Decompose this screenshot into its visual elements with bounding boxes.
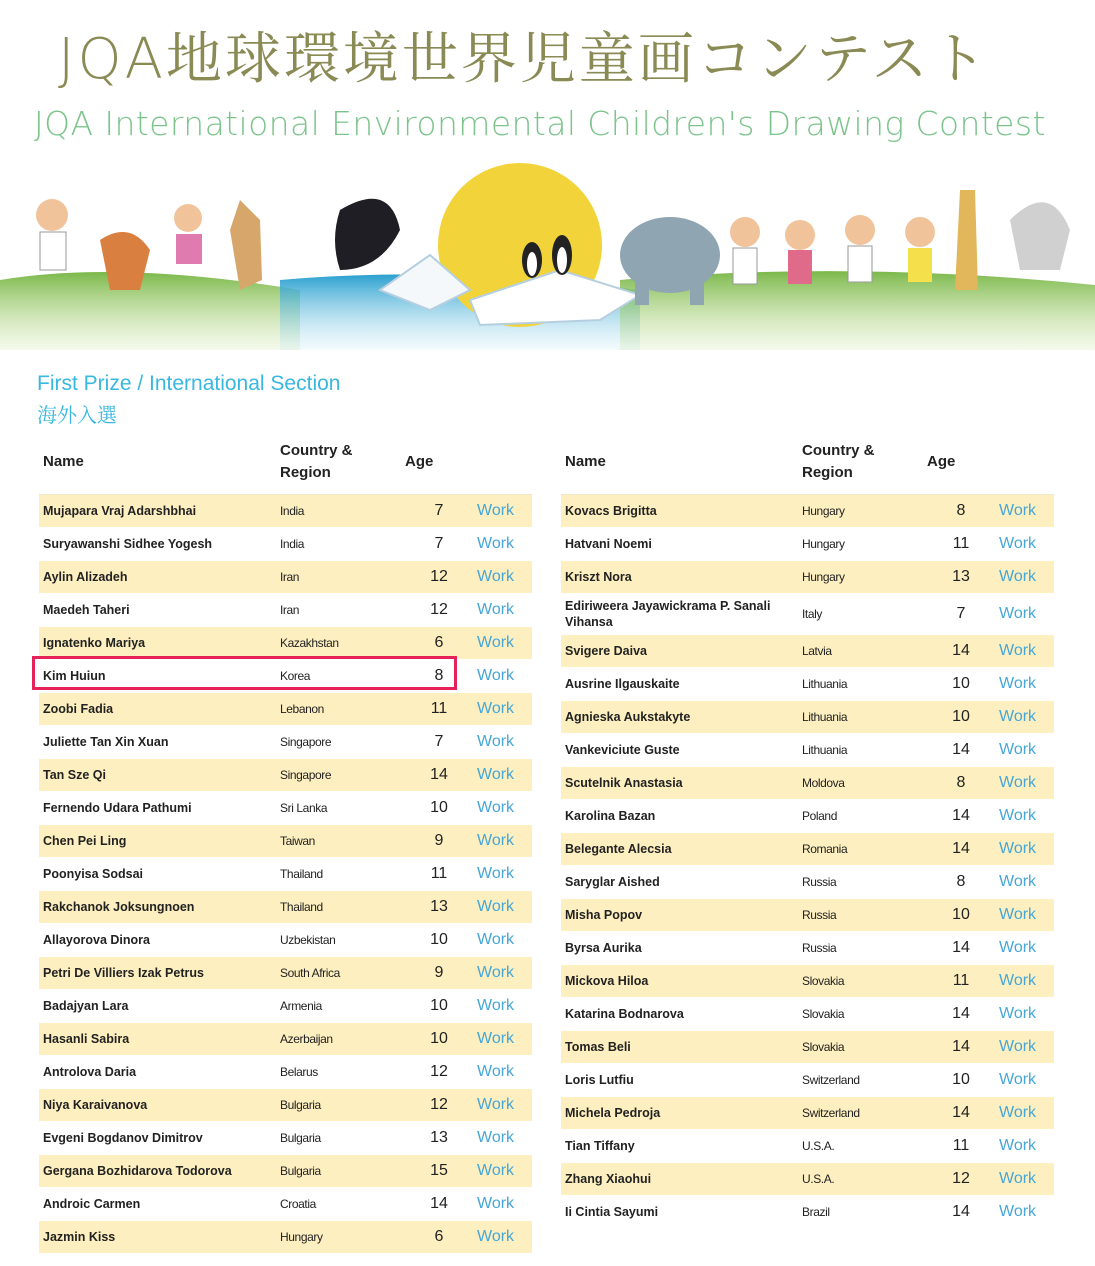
work-link[interactable]: Work (999, 642, 1037, 659)
table-row (561, 1031, 1054, 1064)
entry-name: Aylin Alizadeh (39, 561, 276, 594)
entry-country: Bulgaria (276, 1155, 401, 1188)
entry-country: Azerbaijan (276, 1023, 401, 1056)
entry-work-cell (473, 1056, 532, 1089)
work-link[interactable]: Work (999, 1038, 1037, 1055)
banner-illustration (0, 160, 1095, 350)
entry-age: 12 (923, 1163, 995, 1196)
entry-country: Iran (276, 594, 401, 627)
entry-work-cell (995, 833, 1054, 866)
work-link[interactable]: Work (999, 535, 1037, 552)
entry-country: Russia (798, 866, 923, 899)
entry-age: 12 (401, 1089, 473, 1122)
entry-country: U.S.A. (798, 1163, 923, 1196)
entry-name: Androic Carmen (39, 1188, 276, 1221)
entry-name: Katarina Bodnarova (561, 998, 798, 1031)
column-header-name: Name (39, 430, 276, 495)
entry-country: Croatia (276, 1188, 401, 1221)
entry-work-cell (995, 1196, 1054, 1229)
entry-name: Poonyisa Sodsai (39, 858, 276, 891)
entry-age: 14 (923, 1097, 995, 1130)
entry-name: Chen Pei Ling (39, 825, 276, 858)
work-link[interactable]: Work (477, 832, 515, 849)
entry-work-cell (995, 767, 1054, 800)
table-row (39, 792, 532, 825)
entry-age: 7 (923, 594, 995, 635)
work-link[interactable]: Work (477, 535, 515, 552)
table-row (39, 990, 532, 1023)
table-row (39, 528, 532, 561)
entry-age: 10 (401, 924, 473, 957)
entry-age: 13 (401, 1122, 473, 1155)
entry-country: Hungary (798, 495, 923, 528)
entry-age: 7 (401, 495, 473, 528)
column-header-age: Age (401, 430, 473, 495)
entry-work-cell (995, 1031, 1054, 1064)
table-row (39, 495, 532, 528)
table-row (39, 1122, 532, 1155)
entry-work-cell (473, 825, 532, 858)
entry-work-cell (473, 594, 532, 627)
entry-country: Russia (798, 932, 923, 965)
entry-name: Zoobi Fadia (39, 693, 276, 726)
entry-country: Italy (798, 594, 923, 635)
work-link[interactable]: Work (477, 601, 515, 618)
work-link[interactable]: Work (477, 700, 515, 717)
entry-country: Lebanon (276, 693, 401, 726)
entry-age: 7 (401, 528, 473, 561)
column-header-country: Country & Region (798, 430, 923, 495)
work-link[interactable]: Work (477, 568, 515, 585)
entry-work-cell (995, 800, 1054, 833)
work-link[interactable]: Work (477, 799, 515, 816)
table-row (561, 528, 1054, 561)
entry-country: Brazil (798, 1196, 923, 1229)
entry-name: Tomas Beli (561, 1031, 798, 1064)
entry-age: 14 (923, 800, 995, 833)
entry-name: Kovacs Brigitta (561, 495, 798, 528)
entry-work-cell (995, 1064, 1054, 1097)
entry-name: Zhang Xiaohui (561, 1163, 798, 1196)
entry-age: 14 (401, 1188, 473, 1221)
entry-work-cell (995, 998, 1054, 1031)
entry-country: Singapore (276, 759, 401, 792)
entry-country: Kazakhstan (276, 627, 401, 660)
entry-work-cell (473, 726, 532, 759)
table-row (39, 660, 532, 693)
work-link[interactable]: Work (999, 708, 1037, 725)
entry-work-cell (473, 858, 532, 891)
results-table-left-body (39, 495, 532, 1254)
work-link[interactable]: Work (477, 1096, 515, 1113)
table-row (39, 1221, 532, 1254)
entry-country: South Africa (276, 957, 401, 990)
work-link[interactable]: Work (999, 568, 1037, 585)
entry-work-cell (995, 932, 1054, 965)
work-link[interactable]: Work (999, 873, 1037, 890)
entry-country: Lithuania (798, 668, 923, 701)
entry-age: 11 (923, 528, 995, 561)
entry-country: Hungary (276, 1221, 401, 1254)
entry-work-cell (995, 899, 1054, 932)
entry-name: Jazmin Kiss (39, 1221, 276, 1254)
entry-work-cell (473, 1155, 532, 1188)
entry-country: Hungary (798, 561, 923, 594)
entry-work-cell (995, 528, 1054, 561)
entry-work-cell (473, 792, 532, 825)
entry-country: Lithuania (798, 734, 923, 767)
work-link[interactable]: Work (477, 766, 515, 783)
table-row (39, 825, 532, 858)
section-title-english: First Prize / International Section (37, 372, 341, 395)
entry-work-cell (473, 891, 532, 924)
table-row (39, 891, 532, 924)
work-link[interactable]: Work (477, 1129, 515, 1146)
entry-name: Agnieska Aukstakyte (561, 701, 798, 734)
entry-age: 12 (401, 561, 473, 594)
entry-country: Thailand (276, 858, 401, 891)
results-table-right-body (561, 495, 1054, 1229)
entry-work-cell (473, 1023, 532, 1056)
entry-country: Moldova (798, 767, 923, 800)
entry-country: Romania (798, 833, 923, 866)
table-row (39, 1188, 532, 1221)
entry-name: Kim Huiun (39, 660, 276, 693)
entry-age: 14 (923, 932, 995, 965)
entry-name: Misha Popov (561, 899, 798, 932)
entry-country: Singapore (276, 726, 401, 759)
entry-name: Scutelnik Anastasia (561, 767, 798, 800)
entry-work-cell (995, 965, 1054, 998)
work-link[interactable]: Work (477, 1228, 515, 1245)
results-table-right (561, 430, 1054, 1229)
entry-age: 15 (401, 1155, 473, 1188)
entry-country: Lithuania (798, 701, 923, 734)
table-row (39, 1089, 532, 1122)
entry-name: Mickova Hiloa (561, 965, 798, 998)
table-row (561, 561, 1054, 594)
table-row (561, 965, 1054, 998)
entry-name: Loris Lutfiu (561, 1064, 798, 1097)
entry-country: Slovakia (798, 965, 923, 998)
work-link[interactable]: Work (477, 733, 515, 750)
work-link[interactable]: Work (999, 1104, 1037, 1121)
entry-age: 10 (923, 701, 995, 734)
entry-name: Kriszt Nora (561, 561, 798, 594)
page-title-japanese: JQA地球環境世界児童画コンテスト (58, 27, 990, 92)
entry-name: Petri De Villiers Izak Petrus (39, 957, 276, 990)
entry-country: Hungary (798, 528, 923, 561)
work-link[interactable]: Work (999, 741, 1037, 758)
entry-name: Mujapara Vraj Adarshbhai (39, 495, 276, 528)
entry-age: 13 (923, 561, 995, 594)
work-link[interactable]: Work (999, 972, 1037, 989)
work-link[interactable]: Work (999, 906, 1037, 923)
entry-age: 6 (401, 627, 473, 660)
entry-name: Svigere Daiva (561, 635, 798, 668)
entry-name: Saryglar Aished (561, 866, 798, 899)
entry-country: Russia (798, 899, 923, 932)
entry-country: Uzbekistan (276, 924, 401, 957)
work-link[interactable]: Work (999, 807, 1037, 824)
section-title-japanese: 海外入選 (37, 403, 117, 427)
entry-name: Gergana Bozhidarova Todorova (39, 1155, 276, 1188)
entry-age: 9 (401, 825, 473, 858)
table-row (561, 866, 1054, 899)
entry-country: Iran (276, 561, 401, 594)
entry-work-cell (473, 1221, 532, 1254)
entry-name: Karolina Bazan (561, 800, 798, 833)
work-link[interactable]: Work (477, 931, 515, 948)
entry-age: 10 (401, 1023, 473, 1056)
entry-country: U.S.A. (798, 1130, 923, 1163)
entry-age: 12 (401, 594, 473, 627)
entry-country: Belarus (276, 1056, 401, 1089)
entry-name: Fernendo Udara Pathumi (39, 792, 276, 825)
table-row (39, 1056, 532, 1089)
entry-country: India (276, 495, 401, 528)
entry-name: Tian Tiffany (561, 1130, 798, 1163)
entry-country: Bulgaria (276, 1089, 401, 1122)
entry-age: 8 (923, 495, 995, 528)
work-link[interactable]: Work (477, 997, 515, 1014)
entry-work-cell (473, 1122, 532, 1155)
table-row (561, 594, 1054, 635)
entry-age: 11 (923, 1130, 995, 1163)
work-link[interactable]: Work (477, 1063, 515, 1080)
entry-age: 14 (923, 998, 995, 1031)
entry-age: 10 (923, 899, 995, 932)
work-link[interactable]: Work (477, 1030, 515, 1047)
entry-work-cell (473, 660, 532, 693)
entry-name: Allayorova Dinora (39, 924, 276, 957)
entry-name: Antrolova Daria (39, 1056, 276, 1089)
entry-country: India (276, 528, 401, 561)
entry-name: Ignatenko Mariya (39, 627, 276, 660)
entry-age: 14 (923, 1196, 995, 1229)
entry-age: 11 (923, 965, 995, 998)
table-row (39, 1155, 532, 1188)
entry-name: Tan Sze Qi (39, 759, 276, 792)
entry-age: 11 (401, 858, 473, 891)
work-link[interactable]: Work (999, 502, 1037, 519)
work-link[interactable]: Work (999, 840, 1037, 857)
entry-age: 14 (923, 1031, 995, 1064)
work-link[interactable]: Work (477, 964, 515, 981)
table-row (39, 858, 532, 891)
entry-name: Hatvani Noemi (561, 528, 798, 561)
table-row (561, 800, 1054, 833)
work-link[interactable]: Work (477, 1195, 515, 1212)
table-row (561, 701, 1054, 734)
work-link[interactable]: Work (477, 634, 515, 651)
entry-work-cell (995, 561, 1054, 594)
entry-work-cell (995, 495, 1054, 528)
table-header-row (561, 430, 1054, 495)
entry-name: Rakchanok Joksungnoen (39, 891, 276, 924)
table-row (39, 594, 532, 627)
entry-country: Slovakia (798, 998, 923, 1031)
entry-work-cell (995, 635, 1054, 668)
work-link[interactable]: Work (999, 605, 1037, 622)
column-header-work (473, 430, 532, 495)
entry-work-cell (473, 924, 532, 957)
entry-name: Badajyan Lara (39, 990, 276, 1023)
work-link[interactable]: Work (999, 1170, 1037, 1187)
entry-work-cell (473, 990, 532, 1023)
entry-name: Maedeh Taheri (39, 594, 276, 627)
entry-age: 11 (401, 693, 473, 726)
work-link[interactable]: Work (477, 1162, 515, 1179)
entry-country: Korea (276, 660, 401, 693)
table-row (39, 924, 532, 957)
table-row (39, 759, 532, 792)
results-table-left (39, 430, 532, 1254)
entry-name: Juliette Tan Xin Xuan (39, 726, 276, 759)
entry-work-cell (995, 866, 1054, 899)
work-link[interactable]: Work (999, 1137, 1037, 1154)
table-row (39, 627, 532, 660)
table-row (39, 693, 532, 726)
work-link[interactable]: Work (999, 675, 1037, 692)
work-link[interactable]: Work (477, 865, 515, 882)
page-title-english: JQA International Environmental Children's Drawing Contest (34, 104, 1046, 143)
entry-name: Belegante Alecsia (561, 833, 798, 866)
entry-work-cell (473, 561, 532, 594)
table-row (561, 1196, 1054, 1229)
entry-name: Michela Pedroja (561, 1097, 798, 1130)
entry-country: Thailand (276, 891, 401, 924)
work-link[interactable]: Work (999, 1071, 1037, 1088)
work-link[interactable]: Work (999, 774, 1037, 791)
column-header-age: Age (923, 430, 995, 495)
column-header-work (995, 430, 1054, 495)
entry-name: Byrsa Aurika (561, 932, 798, 965)
entry-name: Evgeni Bogdanov Dimitrov (39, 1122, 276, 1155)
entry-age: 14 (401, 759, 473, 792)
entry-age: 10 (401, 792, 473, 825)
entry-age: 10 (923, 1064, 995, 1097)
table-row (561, 833, 1054, 866)
entry-name: Hasanli Sabira (39, 1023, 276, 1056)
entry-age: 14 (923, 635, 995, 668)
entry-name: Niya Karaivanova (39, 1089, 276, 1122)
entry-country: Armenia (276, 990, 401, 1023)
entry-work-cell (473, 957, 532, 990)
entry-age: 6 (401, 1221, 473, 1254)
entry-age: 8 (923, 866, 995, 899)
entry-work-cell (995, 1130, 1054, 1163)
work-link[interactable]: Work (477, 667, 515, 684)
entry-country: Sri Lanka (276, 792, 401, 825)
table-row (561, 1064, 1054, 1097)
entry-age: 9 (401, 957, 473, 990)
table-row (561, 495, 1054, 528)
work-link[interactable]: Work (477, 502, 515, 519)
entry-work-cell (473, 495, 532, 528)
table-row (561, 767, 1054, 800)
table-row (561, 932, 1054, 965)
entry-work-cell (995, 1163, 1054, 1196)
entry-age: 14 (923, 734, 995, 767)
table-row (39, 1023, 532, 1056)
entry-age: 7 (401, 726, 473, 759)
table-row (561, 1163, 1054, 1196)
entry-country: Switzerland (798, 1097, 923, 1130)
table-row (561, 1097, 1054, 1130)
entry-age: 13 (401, 891, 473, 924)
entry-country: Taiwan (276, 825, 401, 858)
table-row (561, 998, 1054, 1031)
work-link[interactable]: Work (999, 1203, 1037, 1220)
entry-country: Poland (798, 800, 923, 833)
entry-country: Switzerland (798, 1064, 923, 1097)
table-row (561, 734, 1054, 767)
work-link[interactable]: Work (999, 939, 1037, 956)
entry-age: 12 (401, 1056, 473, 1089)
entry-work-cell (473, 627, 532, 660)
entry-country: Slovakia (798, 1031, 923, 1064)
column-header-name: Name (561, 430, 798, 495)
entry-work-cell (473, 693, 532, 726)
entry-work-cell (473, 1188, 532, 1221)
entry-age: 10 (401, 990, 473, 1023)
entry-name: Ausrine Ilgauskaite (561, 668, 798, 701)
entry-work-cell (995, 594, 1054, 635)
entry-age: 14 (923, 833, 995, 866)
entry-work-cell (473, 759, 532, 792)
work-link[interactable]: Work (477, 898, 515, 915)
table-row (561, 668, 1054, 701)
entry-country: Bulgaria (276, 1122, 401, 1155)
entry-age: 8 (401, 660, 473, 693)
entry-work-cell (995, 734, 1054, 767)
table-header-row (39, 430, 532, 495)
entry-country: Latvia (798, 635, 923, 668)
table-row (39, 726, 532, 759)
entry-name: Ediriweera Jayawickrama P. Sanali Vihansa (561, 594, 798, 635)
entry-work-cell (473, 1089, 532, 1122)
table-row (561, 899, 1054, 932)
entry-age: 10 (923, 668, 995, 701)
table-row (561, 635, 1054, 668)
entry-name: Vankeviciute Guste (561, 734, 798, 767)
entry-work-cell (995, 701, 1054, 734)
entry-name: Suryawanshi Sidhee Yogesh (39, 528, 276, 561)
entry-work-cell (995, 668, 1054, 701)
column-header-country: Country & Region (276, 430, 401, 495)
entry-name: Ii Cintia Sayumi (561, 1196, 798, 1229)
table-row (39, 957, 532, 990)
work-link[interactable]: Work (999, 1005, 1037, 1022)
table-row (561, 1130, 1054, 1163)
table-row (39, 561, 532, 594)
entry-work-cell (473, 528, 532, 561)
entry-age: 8 (923, 767, 995, 800)
entry-work-cell (995, 1097, 1054, 1130)
